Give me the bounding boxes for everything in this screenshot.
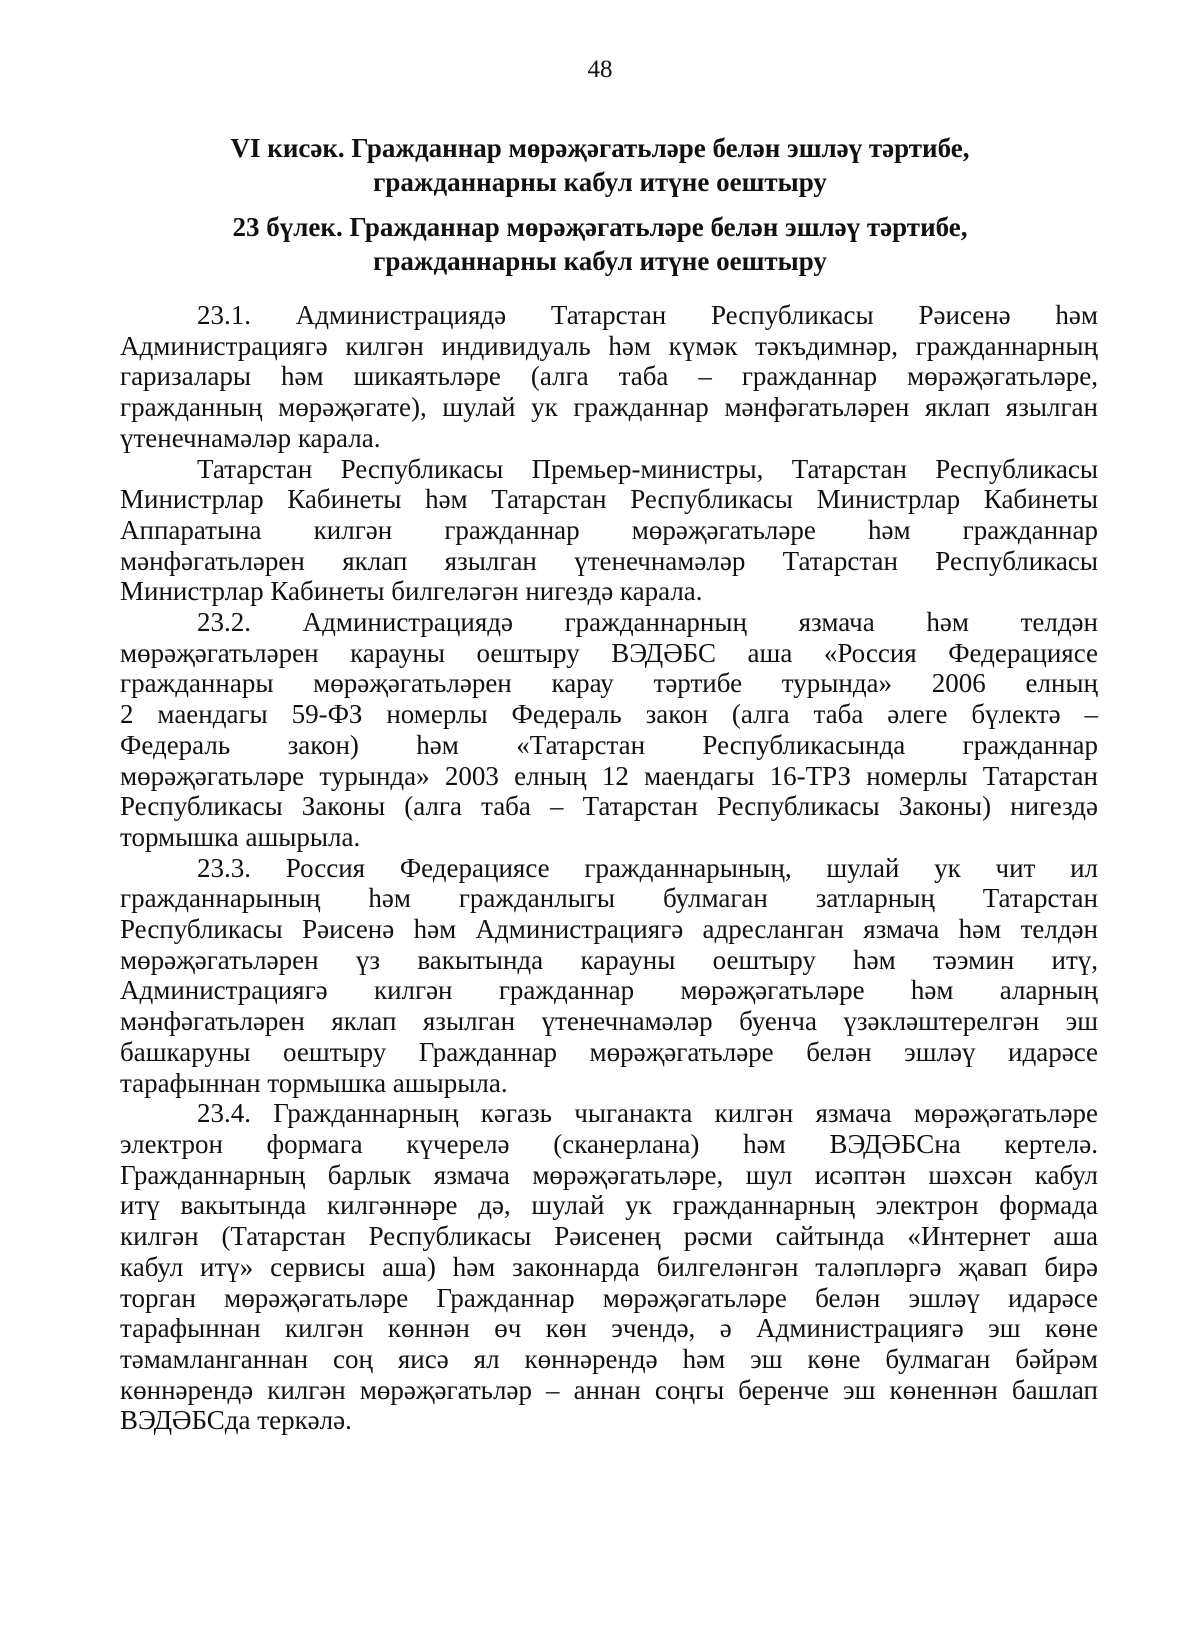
page-number: 48 bbox=[587, 56, 613, 83]
text-line: Татарстан Республикасы Премьер-министры, Татарстан Республикасы bbox=[197, 453, 1098, 484]
text-line: мәнфәгатьләрен яклап язылган үтенечнамәләр буенча үзәкләштерелгән эш bbox=[120, 1006, 1098, 1037]
text-line: мөрәҗәгатьләрен үз вакытында карауны оештыру һәм тәэмин итү, bbox=[120, 944, 1098, 975]
text-line: ВЭДӘБСда теркәлә. bbox=[120, 1405, 352, 1436]
text-line: үтенечнамәләр карала. bbox=[120, 422, 381, 453]
text-line: Министрлар Кабинеты һәм Татарстан Республикасы Министрлар Кабинеты bbox=[120, 484, 1098, 515]
text-line: 2 маендагы 59-ФЗ номерлы Федераль закон (алга таба әлеге бүлектә – bbox=[120, 699, 1098, 730]
text-line: 23.3. Россия Федерациясе гражданнарының, шулай ук чит ил bbox=[197, 852, 1098, 883]
paragraph-cabinet bbox=[120, 454, 1098, 608]
paragraph-23-3 bbox=[120, 853, 1098, 1099]
text-line: 23.1. Администрациядә Татарстан Республикасы Рәисенә һәм bbox=[197, 300, 1098, 330]
text-line: башкаруны оештыру Гражданнар мөрәҗәгатьләре белән эшләү идарәсе bbox=[120, 1036, 1098, 1067]
chapter-title-line: 23 бүлек. Гражданнар мөрәҗәгатьләре белән эшләү тәртибе, bbox=[232, 212, 968, 242]
text-line: Республикасы Рәисенә һәм Администрациягә адресланган язмача һәм телдән bbox=[120, 914, 1098, 945]
text-line: электрон формага күчерелә (сканерлана) һәм ВЭДӘБСна кертелә. bbox=[120, 1128, 1098, 1159]
text-line: кабул итү» сервисы аша) һәм законнарда билгеләнгән таләпләргә җавап бирә bbox=[120, 1251, 1098, 1282]
text-line: мәнфәгатьләрен яклап язылган үтенечнамәләр Татарстан Республикасы bbox=[120, 545, 1098, 576]
chapter-title bbox=[0, 210, 1200, 278]
text-line: Министрлар Кабинеты билгеләгән нигездә карала. bbox=[120, 576, 703, 607]
text-line: килгән (Татарстан Республикасы Рәисенең рәсми сайтында «Интернет аша bbox=[120, 1221, 1098, 1252]
text-line: тарафыннан килгән көннән өч көн эчендә, ә Администрациягә эш көне bbox=[120, 1313, 1098, 1344]
text-line: Администрациягә килгән индивидуаль һәм күмәк тәкъдимнәр, гражданнарның bbox=[120, 330, 1098, 361]
chapter-title-line: гражданнарны кабул итүне оештыру bbox=[373, 246, 827, 276]
document-body bbox=[120, 300, 1098, 1436]
paragraph-23-2 bbox=[120, 607, 1098, 853]
text-line: гаризалары һәм шикаятьләре (алга таба – гражданнар мөрәҗәгатьләре, bbox=[120, 361, 1098, 392]
text-line: 23.2. Администрациядә гражданнарның язмача һәм телдән bbox=[197, 607, 1098, 638]
text-line: Федераль закон) һәм «Татарстан Республикасында гражданнар bbox=[120, 729, 1098, 760]
text-line: мөрәҗәгатьләрен карауны оештыру ВЭДӘБС аша «Россия Федерациясе bbox=[120, 637, 1098, 668]
text-line: итү вакытында килгәннәре дә, шулай ук гражданнарның электрон формада bbox=[120, 1190, 1098, 1221]
text-line: гражданның мөрәҗәгате), шулай ук гражданнар мәнфәгатьләрен яклап язылган bbox=[120, 392, 1098, 423]
text-line: гражданнарының һәм гражданлыгы булмаган затларның Татарстан bbox=[120, 883, 1098, 914]
text-line: тарафыннан тормышка ашырыла. bbox=[120, 1067, 508, 1098]
text-line: мөрәҗәгатьләре турында» 2003 елның 12 маендагы 16-ТРЗ номерлы Татарстан bbox=[120, 760, 1098, 791]
text-line: торган мөрәҗәгатьләре Гражданнар мөрәҗәгатьләре белән эшләү идарәсе bbox=[120, 1282, 1098, 1313]
text-line: 23.4. Гражданнарның кәгазь чыганакта килгән язмача мөрәҗәгатьләре bbox=[197, 1098, 1098, 1129]
text-line: тәмамланганнан соң яисә ял көннәрендә һәм эш көне булмаган бәйрәм bbox=[120, 1343, 1098, 1374]
paragraph-23-1 bbox=[120, 300, 1098, 454]
text-line: көннәрендә килгән мөрәҗәгатьләр – аннан соңгы беренче эш көненнән башлап bbox=[120, 1374, 1098, 1405]
section-title-line: VI кисәк. Гражданнар мөрәҗәгатьләре белән эшләү тәртибе, bbox=[230, 133, 970, 163]
text-line: Аппаратына килгән гражданнар мөрәҗәгатьләре һәм гражданнар bbox=[120, 514, 1098, 545]
text-line: гражданнары мөрәҗәгатьләрен карау тәртибе турында» 2006 елның bbox=[120, 668, 1098, 699]
text-line: тормышка ашырыла. bbox=[120, 821, 361, 852]
section-title bbox=[0, 131, 1200, 199]
section-title-line: гражданнарны кабул итүне оештыру bbox=[373, 167, 827, 197]
text-line: Республикасы Законы (алга таба – Татарстан Республикасы Законы) нигездә bbox=[120, 791, 1098, 822]
paragraph-23-4 bbox=[120, 1098, 1098, 1436]
text-line: Администрациягә килгән гражданнар мөрәҗәгатьләре һәм аларның bbox=[120, 975, 1098, 1006]
text-line: Гражданнарның барлык язмача мөрәҗәгатьләре, шул исәптән шәхсән кабул bbox=[120, 1159, 1098, 1190]
